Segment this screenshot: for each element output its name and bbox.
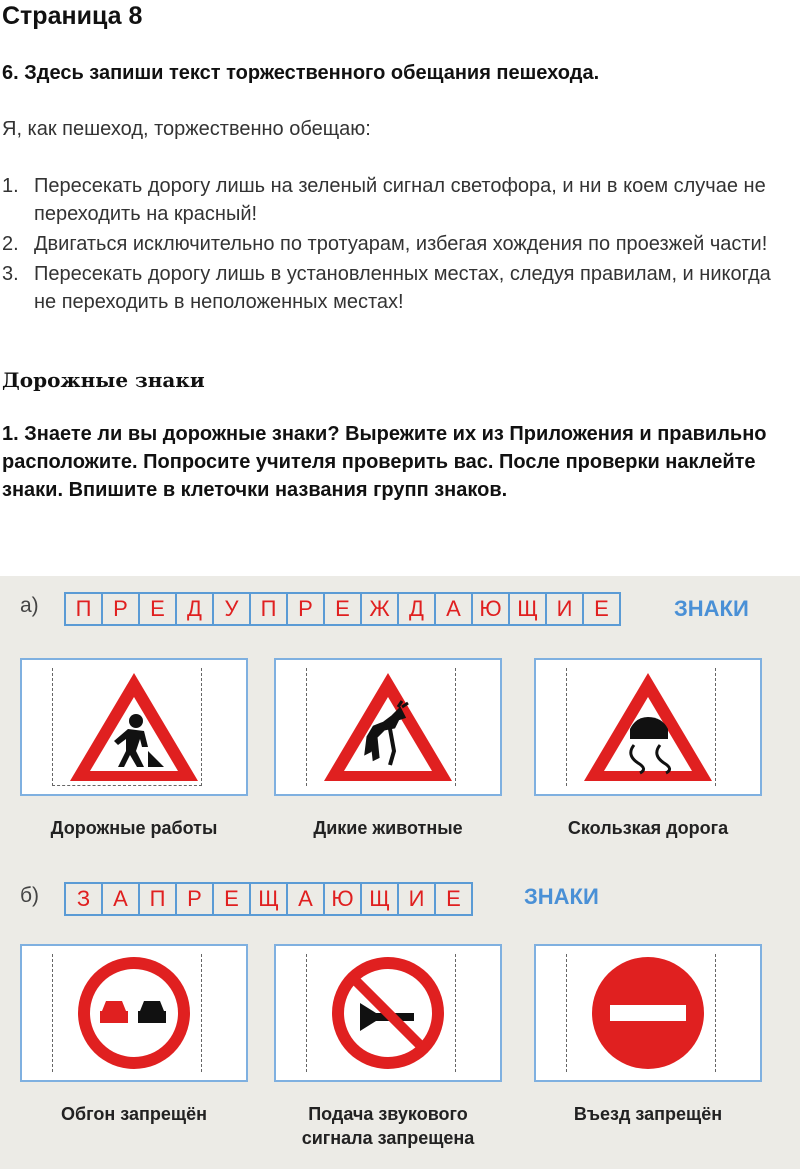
- group-a-suffix: ЗНАКИ: [674, 596, 749, 621]
- letter-cell[interactable]: Е: [214, 884, 251, 914]
- pledge-number: 3.: [2, 263, 19, 285]
- no-overtaking-icon: [74, 953, 194, 1073]
- letter-cell[interactable]: И: [547, 594, 584, 624]
- textbook-scan: [0, 576, 800, 1169]
- letter-cell[interactable]: Д: [177, 594, 214, 624]
- letter-cell[interactable]: З: [66, 884, 103, 914]
- letter-cell[interactable]: Ю: [473, 594, 510, 624]
- letter-cell[interactable]: У: [214, 594, 251, 624]
- sign-caption: Обгон запрещён: [61, 1104, 207, 1124]
- no-entry-icon: [588, 953, 708, 1073]
- pledge-number: 1.: [2, 175, 19, 197]
- slippery-road-icon: [578, 667, 718, 787]
- letter-cell[interactable]: Д: [399, 594, 436, 624]
- pledge-intro: Я, как пешеход, торжественно обещаю:: [2, 118, 371, 140]
- sign-caption: Дикие животные: [313, 818, 463, 838]
- letter-cell[interactable]: П: [251, 594, 288, 624]
- task-6-heading: 6. Здесь запиши текст торжественного обещания пешехода.: [2, 62, 600, 84]
- pledge-number: 2.: [2, 233, 19, 255]
- road-works-icon: [64, 667, 204, 787]
- section-title: Дорожные знаки: [2, 368, 205, 392]
- letter-cell[interactable]: Р: [288, 594, 325, 624]
- group-a-label: а): [20, 594, 39, 617]
- letter-cell[interactable]: Щ: [251, 884, 288, 914]
- pledge-list: [2, 172, 792, 318]
- group-b-label: б): [20, 884, 40, 907]
- sign-frame: [274, 944, 502, 1082]
- letter-cell[interactable]: Е: [446, 886, 461, 911]
- caption-line: Подача звукового: [308, 1104, 468, 1124]
- pledge-text: Пересекать дорогу лишь на зеленый сигнал светофора, и ни в коем случае не переходить на красный!: [34, 175, 766, 225]
- wild-animals-icon: [318, 667, 458, 787]
- group-a-letter-cells: [64, 592, 621, 626]
- sign-frame: [20, 944, 248, 1082]
- letter-cell[interactable]: А: [288, 884, 325, 914]
- sign-frame: [20, 658, 248, 796]
- letter-cell[interactable]: П: [66, 594, 103, 624]
- letter-cell[interactable]: Е: [325, 594, 362, 624]
- page-title: Страница 8: [2, 2, 143, 30]
- sign-frame: [274, 658, 502, 796]
- sign-caption: Въезд запрещён: [573, 1104, 723, 1124]
- no-horn-icon: [328, 953, 448, 1073]
- letter-cell[interactable]: Р: [103, 594, 140, 624]
- sign-caption: Дорожные работы: [50, 818, 218, 838]
- sign-caption: [264, 1102, 512, 1150]
- pledge-item: [2, 230, 792, 258]
- letter-cell[interactable]: Е: [140, 594, 177, 624]
- letter-cell[interactable]: Щ: [510, 594, 547, 624]
- pledge-text: Двигаться исключительно по тротуарам, избегая хождения по проезжей части!: [34, 233, 768, 255]
- letter-cell[interactable]: И: [399, 884, 436, 914]
- sign-frame: [534, 658, 762, 796]
- letter-cell[interactable]: Ж: [362, 594, 399, 624]
- pledge-item: [2, 260, 792, 316]
- task-1-text: 1. Знаете ли вы дорожные знаки? Вырежите их из Приложения и правильно расположите. Попросите учителя проверить вас. После проверки наклейте знаки. Впишите в клеточки названия групп знаков.: [2, 423, 767, 501]
- sign-caption: Скользкая дорога: [567, 818, 729, 838]
- sign-frame: [534, 944, 762, 1082]
- pledge-text: Пересекать дорогу лишь в установленных местах, следуя правилам, и никогда не переходить в неположенных местах!: [34, 263, 771, 313]
- letter-cell[interactable]: Е: [594, 596, 609, 621]
- letter-cell[interactable]: А: [436, 594, 473, 624]
- letter-cell[interactable]: Р: [177, 884, 214, 914]
- letter-cell[interactable]: Ю: [325, 884, 362, 914]
- group-b-letter-cells: [64, 882, 473, 916]
- letter-cell[interactable]: П: [140, 884, 177, 914]
- letter-cell[interactable]: Щ: [362, 884, 399, 914]
- group-b-suffix: ЗНАКИ: [524, 884, 599, 909]
- letter-cell[interactable]: А: [103, 884, 140, 914]
- pledge-item: [2, 172, 792, 228]
- caption-line: сигнала запрещена: [301, 1128, 475, 1148]
